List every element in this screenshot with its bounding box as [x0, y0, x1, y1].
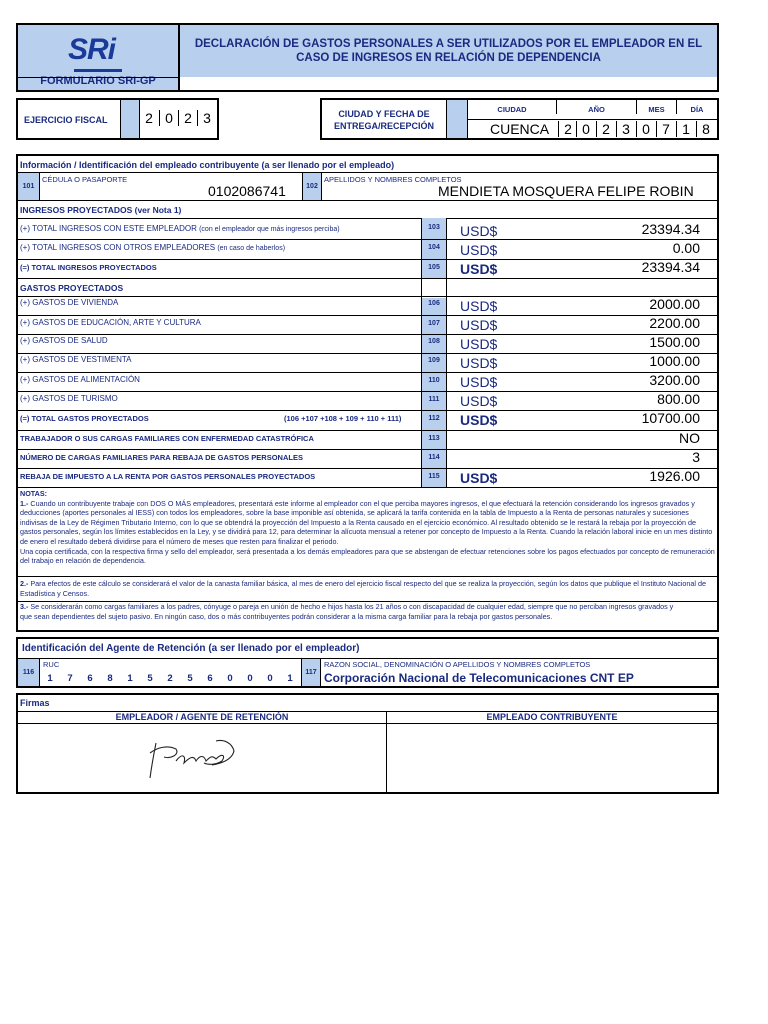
id-label: CÉDULA O PASAPORTE — [42, 175, 128, 184]
employee-form — [16, 154, 719, 632]
currency-109: USD$ — [460, 355, 498, 371]
note-2 — [20, 579, 717, 598]
header-box — [16, 23, 719, 92]
amount-108: 1500.00 — [649, 334, 700, 350]
ruc-digit: 0 — [247, 673, 253, 684]
currency-115: USD$ — [460, 470, 498, 486]
agent-name-value: Corporación Nacional de Telecomunicaciones CNT EP — [324, 671, 634, 685]
ruc-digit: 1 — [47, 673, 53, 684]
code-113: 113 — [428, 435, 440, 442]
note-1b: Una copia certificada, con la respectiva firma y sello del empleador, será presentada a los demás empleadores para que se abstengan de efectuar retenciones sobre los pagos efectuados por concepto de remuneración del trabajo en relación de dependencia. — [20, 546, 715, 566]
income-section-title: INGRESOS PROYECTADOS (ver Nota 1) — [20, 205, 182, 215]
rebate-value: 1926.00 — [649, 468, 700, 484]
name-label: APELLIDOS Y NOMBRES COMPLETOS — [324, 175, 462, 184]
divider — [18, 658, 717, 659]
fiscal-year-box — [16, 98, 219, 140]
divider — [18, 218, 717, 219]
code-117: 117 — [301, 659, 321, 686]
expense-label: (+) GASTOS DE TURISMO — [20, 394, 118, 403]
income-sublabel: (con el empleador que más ingresos perciba) — [199, 226, 340, 233]
notes-section — [20, 489, 717, 566]
form-title: DECLARACIÓN DE GASTOS PERSONALES A SER UTILIZADOS POR EL EMPLEADOR EN EL CASO DE INGRESOS EN RELACIÓN DE DEPENDENCIA — [180, 25, 717, 77]
code-108: 108 — [428, 338, 440, 345]
code-103: 103 — [428, 224, 440, 231]
delivery-box — [320, 98, 719, 140]
name-value: MENDIETA MOSQUERA FELIPE ROBIN — [438, 183, 694, 199]
expense-label: (+) GASTOS DE VIVIENDA — [20, 298, 119, 307]
month-label: MES — [636, 100, 676, 114]
agent-section-title: Identificación del Agente de Retención (a ser llenado por el empleador) — [22, 643, 360, 654]
logo-underline — [74, 69, 122, 72]
note-2-text — [20, 579, 717, 598]
code-106: 106 — [428, 300, 440, 307]
expense-label: (+) GASTOS DE ALIMENTACIÓN — [20, 375, 140, 384]
code-104: 104 — [428, 244, 440, 251]
note-3-text — [20, 602, 717, 612]
ruc-label: RUC — [43, 660, 60, 669]
note-3 — [20, 602, 717, 621]
dependents-value: 3 — [692, 449, 700, 465]
month-digit: 7 — [656, 121, 675, 137]
ruc-digit: 6 — [207, 673, 213, 684]
amount-112: 10700.00 — [641, 410, 700, 426]
year-digit: 2 — [558, 121, 577, 137]
income-row-103-label — [20, 224, 340, 233]
currency-104: USD$ — [460, 242, 498, 258]
id-value: 0102086741 — [208, 183, 286, 199]
catastrophic-value: NO — [679, 430, 700, 446]
year-digit: 0 — [576, 121, 595, 137]
dependents-label: NÚMERO DE CARGAS FAMILIARES PARA REBAJA DE GASTOS PERSONALES — [20, 453, 303, 462]
notes-title: NOTAS: — [20, 489, 48, 498]
city-value: CUENCA — [490, 121, 550, 137]
sri-logo: SRi — [68, 33, 116, 66]
year-label: AÑO — [556, 100, 636, 114]
code-column-fill — [422, 298, 446, 431]
signatures-box — [16, 693, 719, 794]
currency-110: USD$ — [460, 374, 498, 390]
currency-108: USD$ — [460, 336, 498, 352]
delivery-label: CIUDAD Y FECHA DE ENTREGA/RECEPCIÓN — [333, 109, 434, 131]
form-name: FORMULARIO SRI-GP — [40, 75, 156, 87]
fiscal-digit: 2 — [178, 110, 197, 126]
day-digit: 1 — [676, 121, 695, 137]
code-107: 107 — [428, 320, 440, 327]
code-116: 116 — [18, 659, 40, 686]
code-112: 112 — [428, 415, 440, 422]
divider — [18, 172, 717, 173]
total-expenses-formula: (106 +107 +108 + 109 + 110 + 111) — [284, 414, 402, 423]
code-115: 115 — [428, 473, 440, 480]
title-divider — [18, 77, 180, 78]
currency-105: USD$ — [460, 261, 498, 277]
income-sublabel: (en caso de haberlos) — [217, 245, 286, 252]
currency-111: USD$ — [460, 393, 498, 409]
income-row-104-label — [20, 243, 285, 252]
expense-label: (+) GASTOS DE VESTIMENTA — [20, 355, 132, 364]
code-105: 105 — [428, 264, 440, 271]
ruc-digit: 7 — [67, 673, 73, 684]
ruc-digit: 2 — [167, 673, 173, 684]
income-row-105-label: (=) TOTAL INGRESOS PROYECTADOS — [20, 263, 157, 272]
logo-panel — [18, 25, 180, 90]
note-text: Para efectos de este cálculo se considerará el valor de la canasta familiar básica, al mes de enero del ejercicio fiscal respecto del que se realiza la proyección, según los datos que publique el Instituto Nacional de Estadística y Censos. — [20, 579, 707, 598]
currency-112: USD$ — [460, 412, 498, 428]
ruc-digit: 1 — [127, 673, 133, 684]
expenses-section-title: GASTOS PROYECTADOS — [20, 283, 124, 293]
fiscal-digit: 2 — [145, 110, 153, 126]
code-110: 110 — [428, 377, 440, 384]
year-digit: 3 — [616, 121, 635, 137]
rebate-label: REBAJA DE IMPUESTO A LA RENTA POR GASTOS PERSONALES PROYECTADOS — [20, 472, 316, 481]
divider — [18, 278, 717, 279]
employee-signature-label: EMPLEADO CONTRIBUYENTE — [486, 712, 618, 722]
amount-110: 3200.00 — [649, 372, 700, 388]
code-114: 114 — [428, 454, 440, 461]
ruc-digit: 6 — [87, 673, 93, 684]
amount-105: 23394.34 — [641, 259, 700, 275]
catastrophic-label: TRABAJADOR O SUS CARGAS FAMILIARES CON ENFERMEDAD CATASTRÓFICA — [20, 434, 314, 443]
divider — [18, 576, 717, 577]
note-number: 3.- — [20, 602, 29, 611]
signature-column-divider — [386, 711, 387, 792]
signatures-title: Firmas — [20, 698, 50, 708]
fiscal-digit: 3 — [197, 110, 216, 126]
day-digit: 8 — [696, 121, 715, 137]
employer-signature-label: EMPLEADOR / AGENTE DE RETENCIÓN — [115, 712, 289, 722]
currency-106: USD$ — [460, 298, 498, 314]
note-number: 1.- — [20, 498, 29, 508]
code-102: 102 — [302, 173, 322, 200]
note-text: Cuando un contribuyente trabaje con DOS O MÁS empleadores, presentará este informe al empleador con el que perciba mayores ingresos, el que efectuará la retención considerando los ingresos gravados y deducciones (aportes personales al IESS) con todos los empleadores, sobre la base imponible así obtenida, se aplicará la tarifa contenida en la tabla de Impuesto a la Renta de personas naturales y sucesiones indivisas de la Ley de Régimen Tributario Interno, con lo que se obtendrá la proyección del Impuesto a la Renta causado en el ejercicio económico. Al resultado obtenido se le restará la rebaja por la proyección de gastos personales, según los límites establecidos en la Ley, y se dividirá para 12, para determinar la alícuota mensual a retener por concepto de Impuesto a la Renta. Cuando la relación laboral inicie en un mes distinto de enero el resultado deberá dividirse para el número de meses que resten para finalizar el periodo. — [20, 498, 713, 546]
year-digit: 2 — [596, 121, 615, 137]
month-digit: 0 — [636, 121, 655, 137]
ruc-digit: 0 — [267, 673, 273, 684]
amount-103: 23394.34 — [641, 221, 700, 237]
ruc-digit: 5 — [187, 673, 193, 684]
income-label: (+) TOTAL INGRESOS CON ESTE EMPLEADOR — [20, 224, 197, 233]
city-label: CIUDAD — [497, 105, 527, 114]
fiscal-year-label: EJERCICIO FISCAL — [24, 115, 108, 125]
code-101: 101 — [18, 173, 40, 200]
note-text: Se considerarán como cargas familiares a los padres, cónyuge o pareja en unión de hecho e hijos hasta los 21 años o con discapacidad de cualquier edad, siempre que no perciban ingresos gravados y — [30, 602, 674, 611]
ruc-digit: 5 — [147, 673, 153, 684]
note-3b: que sean dependientes del sujeto pasivo. En ningún caso, dos o más contribuyentes podrán considerar a la misma carga familiar para la rebaja por gastos personales. — [20, 611, 553, 621]
agent-name-label: RAZON SOCIAL, DENOMINACIÓN O APELLIDOS Y NOMBRES COMPLETOS — [324, 660, 591, 669]
ruc-digit: 8 — [107, 673, 113, 684]
note-1 — [20, 499, 717, 547]
agent-box — [16, 637, 719, 688]
day-label: DÍA — [676, 100, 717, 114]
currency-103: USD$ — [460, 223, 498, 239]
divider — [18, 723, 717, 724]
employee-section-title: Información / Identificación del empleado contribuyente (a ser llenado por el empleado) — [20, 160, 395, 170]
code-111: 111 — [428, 396, 440, 403]
amount-107: 2200.00 — [649, 315, 700, 331]
fiscal-code-cell — [120, 100, 140, 138]
delivery-code-cell — [446, 100, 468, 138]
ruc-digit: 0 — [227, 673, 233, 684]
employer-signature — [146, 733, 246, 783]
divider — [18, 487, 717, 488]
expense-label: (+) GASTOS DE EDUCACIÓN, ARTE Y CULTURA — [20, 318, 201, 327]
ruc-digit: 1 — [287, 673, 293, 684]
income-label: (+) TOTAL INGRESOS CON OTROS EMPLEADORES — [20, 243, 216, 252]
total-expenses-label: (=) TOTAL GASTOS PROYECTADOS — [20, 414, 149, 423]
currency-107: USD$ — [460, 317, 498, 333]
note-number: 2.- — [20, 579, 29, 588]
amount-111: 800.00 — [657, 391, 700, 407]
divider — [18, 200, 717, 201]
amount-106: 2000.00 — [649, 296, 700, 312]
expense-label: (+) GASTOS DE SALUD — [20, 336, 108, 345]
delivery-header-line — [468, 119, 717, 120]
fiscal-digit: 0 — [159, 110, 178, 126]
amount-109: 1000.00 — [649, 353, 700, 369]
amount-104: 0.00 — [672, 240, 700, 256]
code-109: 109 — [428, 357, 440, 364]
